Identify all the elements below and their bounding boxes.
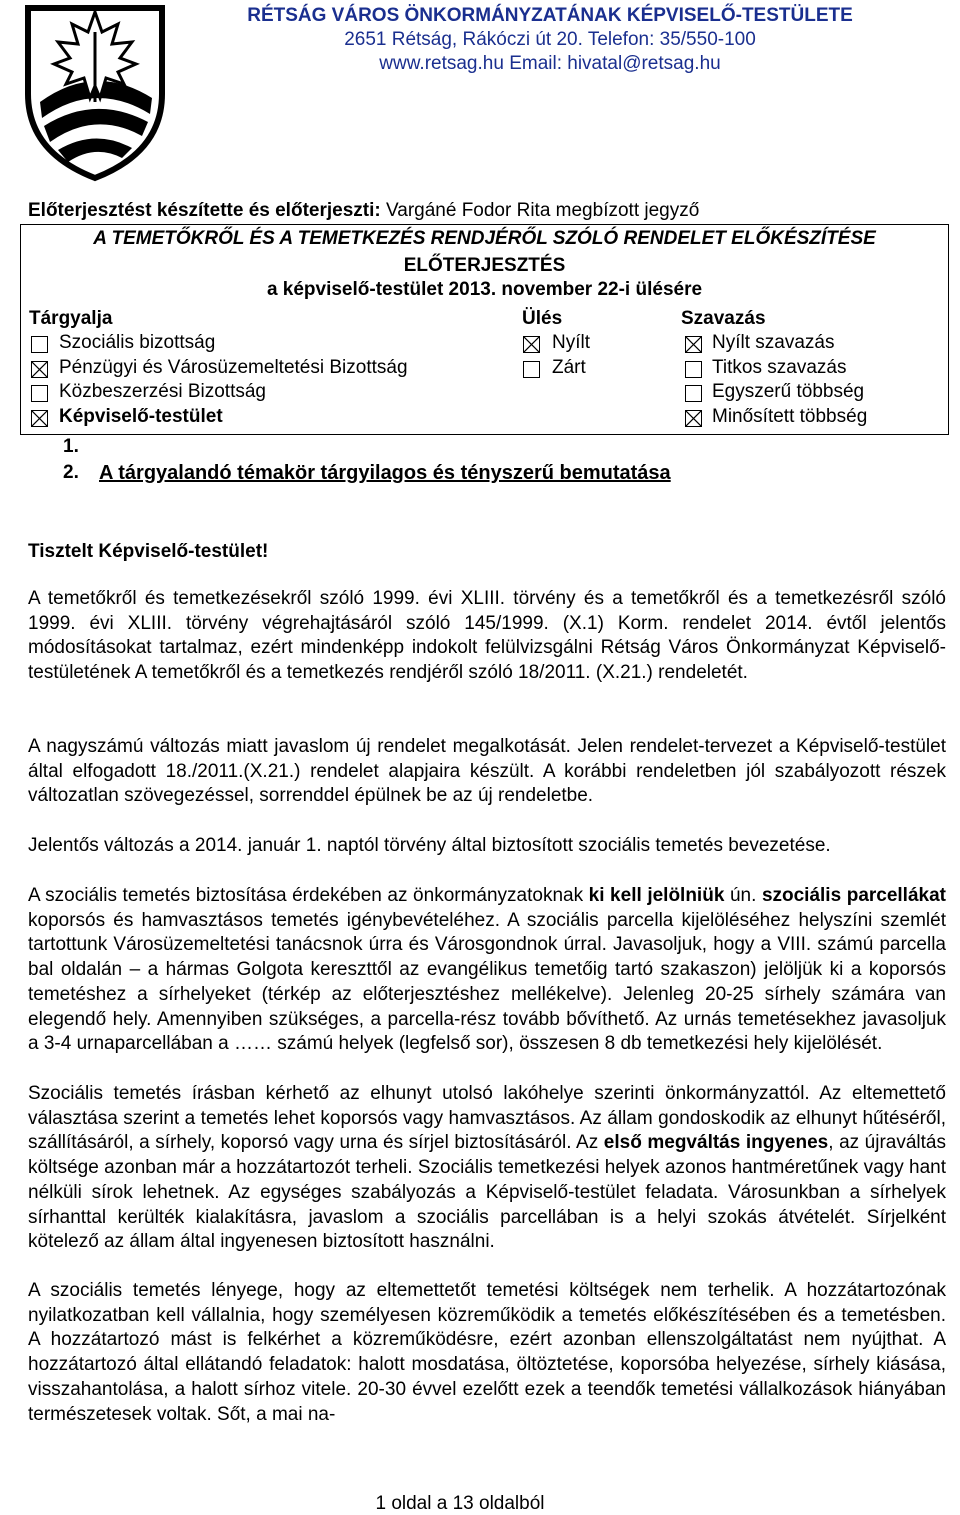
check-cross-icon [32, 411, 47, 426]
checkbox-label: Nyílt szavazás [712, 332, 835, 353]
checkbox-kozbeszerzesi-bizottsag[interactable] [31, 385, 48, 402]
paragraph-3: Jelentős változás a 2014. január 1. naptól törvény által biztosított szociális temetés bevezetése. [28, 835, 831, 856]
checkbox-label: Titkos szavazás [712, 357, 847, 378]
checkbox-label: Minősített többség [712, 406, 868, 427]
letterhead [0, 0, 960, 190]
check-cross-icon [686, 337, 701, 352]
paragraph-4 [28, 884, 946, 1057]
proposal-box [20, 224, 949, 435]
check-cross-icon [686, 411, 701, 426]
checkbox-titkos-szavazas[interactable] [685, 361, 702, 378]
paragraph-1: A temetőkről és temetkezésekről szóló 1999. évi XLIII. törvény és a temetőkről és a temetkezésről szóló 1999. évi XLIII. törvény végrehajtásáról szóló 145/1999. (X.1) Korm. rendelet 2014. évtől jelentős módosításokat tartalmaz, ezért mindenképp indokolt felülvizsgálni Rétság Város Önkormányzat Képviselő-testületének A temetőkről és a temetkezés rendjéről szóló 18/2011. (X.21.) rendeletét. [28, 588, 946, 684]
prepared-by-label: Előterjesztést készítette és előterjeszti: [28, 200, 381, 221]
checkbox-zart-ules[interactable] [523, 361, 540, 378]
check-cross-icon [524, 337, 539, 352]
paragraph-6: A szociális temetés lényege, hogy az eltemettetőt temetési költségek nem terhelik. A hozzátartozónak nyilatkozatban kell vállalnia, hogy személyesen közreműködik a temetés előkészítésében és a temetésben. A hozzátartozó mást is felkérhet a közreműködésre, ezért azonban ellenszolgáltatást nem nyújthat. A hozzátartozó által ellátandó feladatok: halott mosdatása, öltöztetése, koporsóba helyezése, sírhely kiásása, visszahantolása, a halott sírhoz vitele. 20-30 évvel ezelőtt ezek a teendők temetési vállalkozások hiányában természetesek voltak. Sőt, a mai na- [28, 1280, 946, 1425]
checkbox-penzugyi-bizottsag[interactable] [31, 361, 48, 378]
checkbox-label: Zárt [552, 357, 586, 378]
page-footer: 1 oldal a 13 oldalból [375, 1493, 545, 1514]
paragraph-5-text: Szociális temetés írásban kérhető az elhunyt utolsó lakóhelye szerinti önkormányzattól. Az eltemettető választása szerint a temetés lehet koporsós vagy hamvasztásos. Az állam gondoskodik az elhunyt hűtéséről, szállításáról, a sírhely, koporsó vagy urna és sírjel biztosításáról. Az [28, 1083, 946, 1154]
col-targyalja: Tárgyalja [29, 308, 113, 329]
email-link[interactable]: Email: hivatal@retsag.hu [509, 53, 721, 74]
checkbox-label: Nyílt [552, 332, 590, 353]
col-szavazas: Szavazás [681, 308, 766, 329]
paragraph-4-text: koporsós és hamvasztásos temetés igénybevételéhez. A szociális parcella kijelöléséhez helyszíni szemlét tartottunk Városüzemeltetési tanácsnok úrra és Városgondnok úrral. Javasoljuk, hogy a VIII. számú parcella bal oldalán – a hármas Golgota kereszttől az evangélikus temetőig tartó szakaszon) jelöljük ki a koporsós temetéshez a sírhelyeket (térkép az előterjesztéshez mellékelve). Jelenleg 20-25 sírhely számára van elegendő hely. Amennyiben szükséges, a parcella-rész tovább bővíthető. Az urnás temetésekhez javasoljuk a 3-4 urnaparcellában a …… számú helyek (legfelső sor), összesen 8 db temetkezési hely kijelölését. [28, 909, 946, 1055]
prepared-by [28, 198, 699, 224]
checkbox-label: Közbeszerzési Bizottság [59, 381, 266, 402]
checkbox-nyilt-ules[interactable] [523, 336, 540, 353]
paragraph-5-text: , az újraváltás költsége azonban már a hozzátartozót terheli. Szociális temetkezési helyek azonos hantméretűnek vagy hant nélküli sírok lehetnek. Az egységes szabályozás a Képviselő-testület feladata. Városunkban a sírhelyek sírhanttal kerülték kialakításra, javaslom a szociális parcellában is a helyi szokás átvételét. Sírjelként kötelező az állam által ingyenesen biztosított használni. [28, 1132, 946, 1253]
proposal-title: A TEMETŐKRŐL ÉS A TEMETKEZÉS RENDJÉRŐL SZÓLÓ RENDELET ELŐKÉSZÍTÉSE [93, 228, 876, 249]
paragraph-5-bold: első megváltás ingyenes [603, 1132, 829, 1154]
contact-line [170, 52, 930, 76]
section-number-2: 2. [63, 462, 79, 483]
paragraph-4-text: ún. [724, 885, 762, 906]
section-number-1: 1. [63, 436, 79, 457]
checkbox-egyszeru-tobbseg[interactable] [685, 385, 702, 402]
council-name: RÉTSÁG VÁROS ÖNKORMÁNYZATÁNAK KÉPVISELŐ-TESTÜLETE [247, 5, 853, 26]
paragraph-4-bold: szociális parcellákat [761, 885, 946, 906]
checkbox-szocialis-bizottsag[interactable] [31, 336, 48, 353]
checkbox-label: Pénzügyi és Városüzemeltetési Bizottság [59, 357, 408, 378]
proposal-subtitle: ELŐTERJESZTÉS [403, 255, 566, 276]
greeting: Tisztelt Képviselő-testület! [28, 541, 269, 562]
retsag-coat-of-arms-icon [20, 2, 170, 182]
checkbox-label: Képviselő-testület [59, 406, 223, 427]
checkbox-kepviselo-testulet[interactable] [31, 410, 48, 427]
website-link[interactable]: www.retsag.hu [379, 53, 504, 74]
check-cross-icon [32, 362, 47, 377]
checkbox-minositett-tobbseg[interactable] [685, 410, 702, 427]
checkbox-label: Egyszerű többség [712, 381, 865, 402]
prepared-by-name: Vargáné Fodor Rita megbízott jegyző [385, 200, 700, 221]
paragraph-4-text: A szociális temetés biztosítása érdekében az önkormányzatoknak [28, 885, 589, 906]
paragraph-2: A nagyszámú változás miatt javaslom új rendelet megalkotását. Jelen rendelet-tervezet a Képviselő-testület által elfogadott 18./2011.(X.21.) rendelet alapjaira készült. A korábbi rendeletben jól szabályozott részek változatlan szövegezéssel, sorrenddel épülnek be az új rendeletbe. [28, 736, 946, 807]
paragraph-4-bold: ki kell jelölniük [588, 885, 725, 906]
section-topic: A tárgyalandó témakör tárgyilagos és tényszerű bemutatása [99, 462, 671, 484]
col-ules: Ülés [522, 308, 563, 329]
council-address: 2651 Rétság, Rákóczi út 20. Telefon: 35/550-100 [344, 29, 756, 50]
checkbox-label: Szociális bizottság [59, 332, 216, 353]
proposal-session: a képviselő-testület 2013. november 22-i ülésére [266, 279, 703, 300]
paragraph-5 [28, 1082, 946, 1255]
checkbox-nyilt-szavazas[interactable] [685, 336, 702, 353]
